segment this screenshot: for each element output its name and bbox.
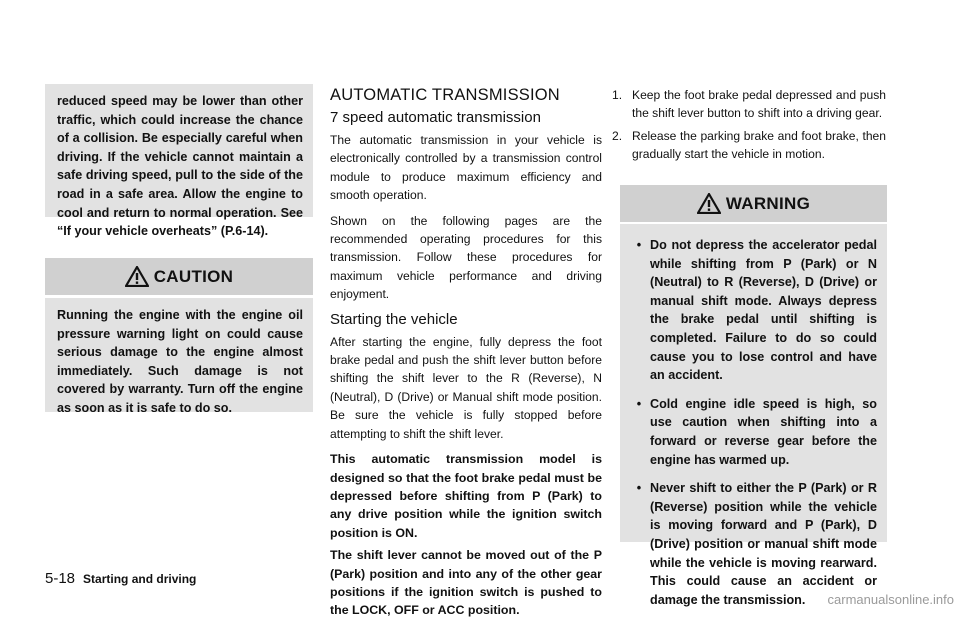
bullet-glyph: • xyxy=(636,481,642,496)
paragraph: Shown on the following pages are the recommended operating procedures for this transmission. Follow these procedures for maximum vehicle performance and driving enjoyment. xyxy=(330,213,602,302)
watermark: carmanualsonline.info xyxy=(827,592,954,607)
bullet-glyph: • xyxy=(636,396,642,411)
warning-item xyxy=(628,395,877,469)
warning-text: Never shift to either the P (Park) or R (Reverse) position while the vehicle is moving forward and P (Park), D (Drive) position or manual shift mode while the vehicle is moving rearward. This could cause an accident or damage the transmission. xyxy=(650,481,877,607)
list-item xyxy=(612,127,886,164)
step-text: Keep the foot brake pedal depressed and push the shift lever button to shift into a driving gear. xyxy=(632,88,886,121)
section-subheading: 7 speed automatic transmission xyxy=(330,109,541,126)
right-column xyxy=(612,86,886,168)
step-text: Release the parking brake and foot brake, then gradually start the vehicle in motion. xyxy=(632,128,886,162)
paragraph: The automatic transmission in your vehicle is electronically controlled by a transmission control module to produce maximum efficiency and smooth operation. xyxy=(330,133,602,203)
bold-paragraph: This automatic transmission model is designed so that the foot brake pedal must be depressed before shifting from P (Park) to any drive position while the ignition switch position is ON. xyxy=(330,452,602,540)
warning-label: WARNING xyxy=(725,193,811,213)
warning-item xyxy=(628,479,877,609)
page-footer xyxy=(45,570,196,587)
caution-label: CAUTION xyxy=(153,266,234,286)
warning-text: Do not depress the accelerator pedal while shifting from P (Park) or N (Neutral) to R (Reverse), D (Drive) or manual shift mode. Always depress the brake pedal until shifting is completed. Failure to do so could cause you to lose control and have an accident. xyxy=(650,238,877,383)
list-item xyxy=(612,86,886,123)
warning-box xyxy=(620,224,887,607)
overheat-note-text: reduced speed may be lower than other traffic, which could increase the chance of a collision. Be especially careful when driving. If the vehicle cannot maintain a safe driving speed, pull to the side of the road in a safe area. Allow the engine to cool and return to normal operation. See “If your vehicle overheats” (P.6-14). xyxy=(57,94,303,239)
caution-header xyxy=(45,258,313,295)
caution-box xyxy=(45,298,313,415)
paragraph: After starting the engine, fully depress the foot brake pedal and push the shift lever button before shifting the shift lever to the R (Reverse), N (Neutral), D (Drive) or Manual shift mode position. Be sure the vehicle is fully stopped before attempting to shift the shift lever. xyxy=(330,334,602,441)
middle-column xyxy=(330,86,602,624)
page-number: 5-18 xyxy=(45,570,76,587)
step-number: 1. xyxy=(612,88,623,102)
bold-paragraph: The shift lever cannot be moved out of the P (Park) position and into any of the other gear positions if the ignition switch is pushed to the LOCK, OFF or ACC position. xyxy=(330,548,602,618)
warning-header xyxy=(620,185,887,222)
step-number: 2. xyxy=(612,128,623,143)
overheat-note-box xyxy=(45,84,313,239)
warning-triangle-icon xyxy=(125,266,149,287)
bullet-glyph: • xyxy=(636,238,642,252)
warning-triangle-icon xyxy=(697,193,721,214)
warning-text: Cold engine idle speed is high, so use caution when shifting into a forward or reverse gear before the engine has warmed up. xyxy=(650,396,877,467)
caution-text: Running the engine with the engine oil pressure warning light on could cause serious damage to the engine almost immediately. Such damage is not covered by warranty. Turn off the engine as soon as it is safe to do so. xyxy=(57,308,303,415)
section-subheading: Starting the vehicle xyxy=(330,310,458,328)
warning-item xyxy=(628,236,877,385)
section-heading: AUTOMATIC TRANSMISSION xyxy=(330,86,560,104)
section-name: Starting and driving xyxy=(83,572,197,586)
